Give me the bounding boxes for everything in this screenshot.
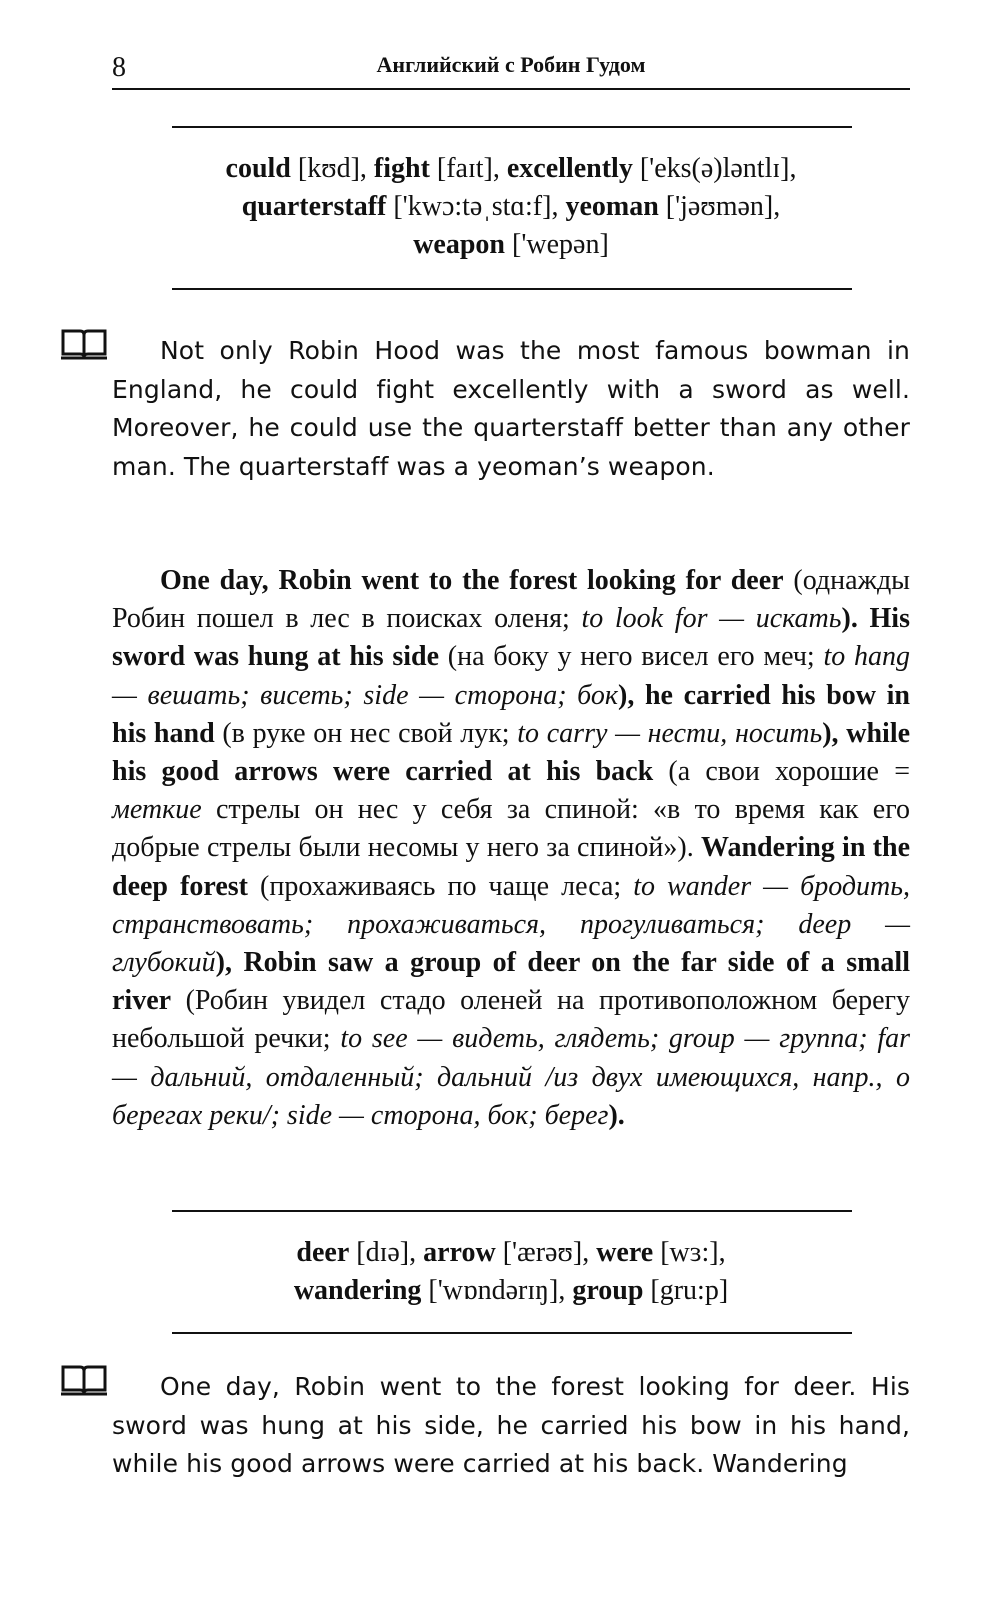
vocab-word: fight bbox=[373, 153, 430, 184]
vocab-transcription: [wɜ:] bbox=[660, 1237, 719, 1268]
page-header bbox=[112, 50, 910, 86]
russian-gloss: (Робин увидел стадо оленей на противоположном берегу небольшой речки; bbox=[112, 985, 910, 1055]
vocab-transcription: [dɪə] bbox=[356, 1237, 410, 1268]
punctuation: ). bbox=[841, 603, 870, 635]
punctuation: ), bbox=[215, 947, 244, 979]
english-phrase: he carried his bow in his hand bbox=[112, 679, 910, 749]
vocab-transcription: ['wɒndərɪŋ] bbox=[428, 1275, 559, 1306]
dictionary-note: to hang — вешать; висеть; side — сторона; бок bbox=[112, 641, 910, 711]
vocab-transcription: ['wepən] bbox=[512, 229, 609, 260]
russian-gloss: (на боку у него висел его меч; bbox=[439, 641, 824, 673]
running-title: Английский с Робин Гудом bbox=[376, 52, 646, 77]
vocab-top-rule bbox=[172, 126, 852, 128]
header-divider bbox=[112, 88, 910, 90]
punctuation: ). bbox=[608, 1099, 625, 1131]
english-phrase: Wandering in the deep forest bbox=[112, 832, 910, 902]
vocab-word: weapon bbox=[413, 229, 505, 260]
dictionary-note: to wander — бродить, странствовать; прохаживаться, прогуливаться; deep — глубокий bbox=[112, 870, 910, 979]
russian-gloss: (прохаживаясь по чаще леса; bbox=[247, 870, 634, 902]
page-number: 8 bbox=[112, 52, 126, 83]
dictionary-note: to carry — нести, носить bbox=[517, 717, 823, 749]
vocab-transcription: ['eks(ə)ləntlɪ] bbox=[639, 153, 790, 184]
english-phrase: while his good arrows were carried at his back bbox=[112, 717, 911, 788]
vocab-transcription: [gru:p] bbox=[650, 1275, 729, 1306]
open-book-icon bbox=[60, 328, 108, 360]
english-phrase: One day, Robin went to the forest looking for deer bbox=[160, 565, 784, 596]
vocab-transcription: [kʊd] bbox=[297, 153, 360, 184]
russian-gloss: (в руке он нес свой лук; bbox=[214, 717, 518, 749]
vocab-word: were bbox=[596, 1237, 654, 1268]
vocab-word: yeoman bbox=[565, 191, 659, 222]
english-phrase: Robin saw a group of deer on the far side of a small river bbox=[112, 947, 910, 1017]
vocab-transcription: ['kwɔ:təˌstɑ:f] bbox=[393, 191, 552, 222]
vocab-word: quarterstaff bbox=[241, 191, 387, 222]
vocab-word: could bbox=[225, 153, 291, 184]
vocab-word: wandering bbox=[293, 1275, 422, 1306]
english-paragraph-1: Not only Robin Hood was the most famous bowman in England, he could fight excellently with a sword as well. Moreover, he could use the quarterstaff better than any other man. The quarterstaff was a yeoman’s weapon. bbox=[112, 336, 910, 481]
vocab-word: deer bbox=[296, 1237, 350, 1268]
russian-gloss: (а свои хорошие = bbox=[653, 756, 910, 788]
vocab-transcription: ['ærəʊ] bbox=[502, 1237, 583, 1268]
dictionary-note: to see — видеть, глядеть; group — группа; far — дальний, отдаленный; дальний /из двух имеющихся, напр., о берегах реки/; side — сторона, бок; берег bbox=[112, 1023, 910, 1131]
vocab-bottom-rule bbox=[172, 288, 852, 290]
vocab-word: group bbox=[572, 1275, 644, 1306]
vocabulary-block-1: could [kʊd], fight [faɪt], excellently ['eks(ə)ləntlɪ], quarterstaff ['kwɔ:təˌstɑ:f], yeoman ['jəʊmən], weapon ['wepən] bbox=[225, 153, 797, 260]
vocab-bottom-rule bbox=[172, 1332, 852, 1334]
vocab-word: excellently bbox=[506, 153, 633, 184]
russian-gloss: (однажды Робин пошел в лес в поисках оленя; bbox=[112, 565, 910, 635]
english-phrase: His sword was hung at his side bbox=[112, 603, 910, 673]
open-book-icon bbox=[60, 1364, 108, 1396]
vocab-transcription: ['jəʊmən] bbox=[665, 191, 774, 222]
vocab-transcription: [faɪt] bbox=[436, 153, 493, 184]
punctuation: ), bbox=[618, 679, 645, 711]
vocab-word: arrow bbox=[423, 1237, 496, 1268]
english-paragraph-2: One day, Robin went to the forest looking for deer. His sword was hung at his side, he carried his bow in his hand, while his good arrows were carried at his back. Wandering bbox=[112, 1372, 910, 1478]
russian-gloss: стрелы он нес у себя за спиной: «в то время как его добрые стрелы были несомы у него за спиной»). bbox=[112, 794, 910, 864]
dictionary-note: меткие bbox=[112, 794, 202, 826]
dictionary-note: to look for — искать bbox=[581, 603, 842, 635]
punctuation: ), bbox=[822, 717, 847, 749]
vocabulary-block-2: deer [dɪə], arrow ['ærəʊ], were [wɜ:], wandering ['wɒndərɪŋ], group [gru:p] bbox=[293, 1237, 729, 1306]
vocab-top-rule bbox=[172, 1210, 852, 1212]
annotated-paragraph bbox=[112, 562, 910, 1135]
